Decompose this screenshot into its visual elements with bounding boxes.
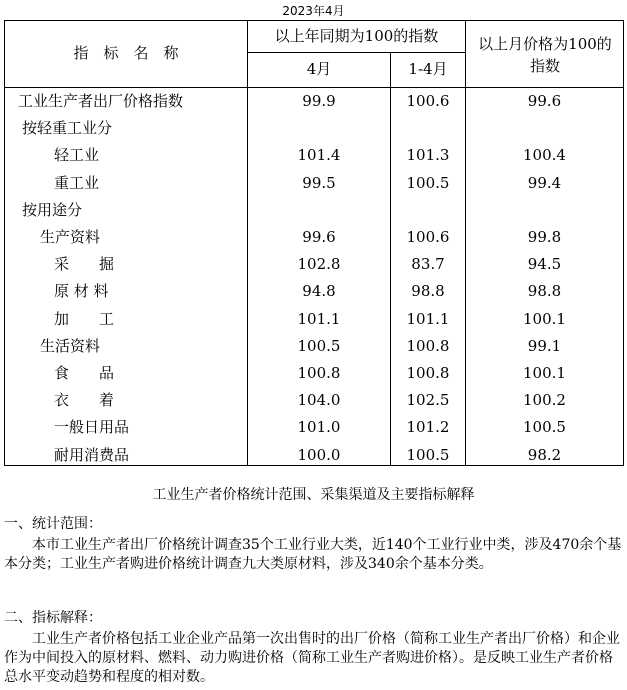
- header-month: 4月: [306, 60, 332, 78]
- cell-ytd: 101.2: [406, 418, 450, 437]
- price-index-table: [0, 20, 627, 466]
- cell-mom: 100.2: [523, 391, 566, 410]
- row-label: 食 品: [54, 364, 115, 382]
- cell-mom: 100.4: [523, 146, 566, 165]
- cell-mom: 100.5: [523, 418, 566, 437]
- cell-mom: 99.1: [527, 336, 562, 355]
- cell-month: 101.1: [297, 309, 341, 328]
- cell-ytd: 101.3: [406, 146, 450, 165]
- row-label: 原 材 料: [54, 282, 109, 301]
- cell-ytd: 100.5: [406, 445, 450, 464]
- row-label: 按轻重工业分: [22, 119, 113, 138]
- cell-month: 102.8: [297, 255, 341, 274]
- row-label: 轻工业: [54, 146, 100, 165]
- cell-month: 99.9: [302, 92, 336, 110]
- cell-mom: 94.5: [527, 255, 562, 274]
- cell-month: 99.6: [302, 228, 336, 246]
- report-date: 2023年4月: [282, 4, 345, 18]
- cell-month: 101.4: [297, 146, 341, 165]
- cell-month: 100.5: [297, 336, 341, 355]
- header-ytd: 1-4月: [408, 60, 448, 78]
- cell-mom: 100.1: [523, 309, 566, 328]
- cell-month: 99.5: [302, 173, 336, 192]
- header-indicator-name: 指 标 名 称: [73, 44, 179, 62]
- row-label: 重工业: [54, 173, 100, 192]
- cell-mom: 99.6: [527, 92, 562, 110]
- table-bottom-border: [4, 465, 624, 466]
- row-label: 生活资料: [40, 336, 101, 355]
- cell-mom: 100.1: [523, 364, 566, 382]
- cell-ytd: 101.1: [406, 309, 450, 328]
- row-label: 生产资料: [40, 228, 101, 246]
- cell-mom: 98.8: [527, 282, 562, 301]
- cell-ytd: 100.6: [406, 92, 450, 110]
- row-label: 一般日用品: [54, 418, 130, 437]
- header-yoy-group: 以上年同期为100的指数: [274, 27, 439, 45]
- table-right-border: [623, 20, 624, 466]
- cell-ytd: 83.7: [411, 255, 445, 274]
- cell-mom: 98.2: [527, 445, 562, 464]
- header-mom: 以上月价格为100的指数: [478, 35, 612, 75]
- section1-heading: 一、统计范围：: [4, 516, 102, 532]
- row-label: 采 掘: [54, 255, 115, 274]
- cell-month: 104.0: [297, 391, 341, 410]
- row-label: 耐用消费品: [54, 445, 130, 464]
- table-left-border: [4, 20, 5, 466]
- row-label: 工业生产者出厂价格指数: [18, 92, 184, 110]
- section2-body: 工业生产者价格包括工业企业产品第一次出售时的出厂价格（简称工业生产者出厂价格）和企业作为中间投入的原材料、燃料、动力购进价格（简称工业生产者购进价格）。是反映工业生产者价格总水平变动趋势和程度的相对数。: [4, 631, 620, 685]
- cell-ytd: 102.5: [406, 391, 450, 410]
- cell-ytd: 100.8: [406, 364, 450, 382]
- cell-month: 100.0: [297, 445, 341, 464]
- cell-month: 94.8: [302, 282, 336, 301]
- cell-month: 100.8: [297, 364, 341, 382]
- cell-ytd: 98.8: [411, 282, 445, 301]
- row-label: 按用途分: [22, 200, 83, 219]
- table-top-border: [4, 20, 624, 21]
- header-bottom-border: [4, 87, 624, 88]
- row-label: 加 工: [54, 309, 115, 328]
- section1-body: 本市工业生产者出厂价格统计调查35个工业行业大类，近140个工业行业中类，涉及470余个基本分类；工业生产者购进价格统计调查九大类原材料，涉及340余个基本分类。: [4, 537, 622, 572]
- row-label: 衣 着: [54, 391, 115, 410]
- cell-ytd: 100.6: [406, 228, 450, 246]
- cell-month: 101.0: [297, 418, 341, 437]
- notes-title: 工业生产者价格统计范围、采集渠道及主要指标解释: [152, 487, 475, 503]
- cell-mom: 99.4: [527, 173, 562, 192]
- cell-ytd: 100.8: [406, 336, 450, 355]
- cell-ytd: 100.5: [406, 173, 450, 192]
- cell-mom: 99.8: [527, 228, 562, 246]
- section2-heading: 二、指标解释：: [4, 610, 102, 626]
- header-divider: [247, 52, 465, 53]
